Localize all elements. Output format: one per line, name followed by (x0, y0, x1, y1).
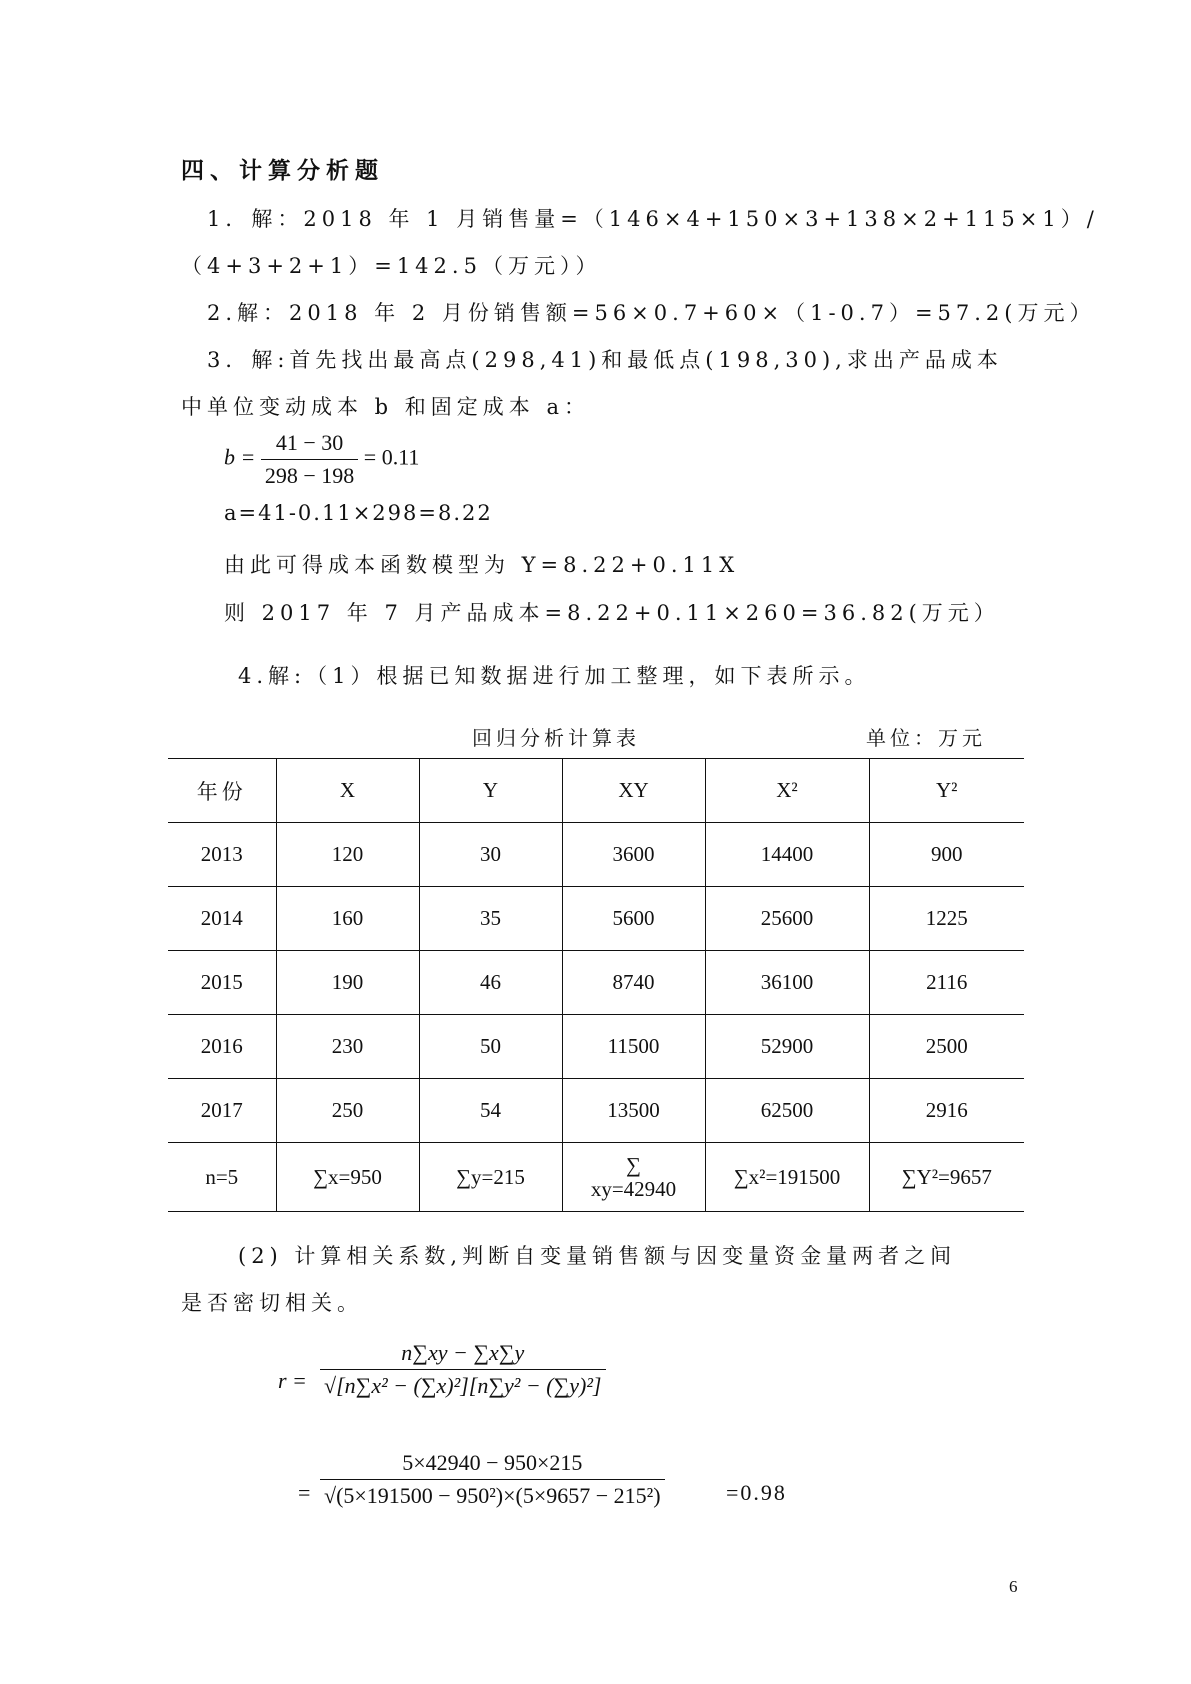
header-x2: X² (705, 759, 869, 823)
cell-x: 160 (276, 887, 419, 951)
cell-x: 120 (276, 823, 419, 887)
cell-year: 2013 (168, 823, 276, 887)
model-line: 由此可得成本函数模型为 Y=8.22+0.11X (224, 553, 740, 577)
cell-xy: 3600 (562, 823, 705, 887)
table-title: 回归分析计算表 (472, 726, 640, 750)
eq-lhs: = (298, 1480, 311, 1505)
section-heading: 四、计算分析题 (181, 157, 384, 184)
cell-x2: 36100 (705, 951, 869, 1015)
cell-y: 50 (419, 1015, 562, 1079)
b-denominator: 298 − 198 (261, 459, 358, 489)
r-lhs: r = (278, 1368, 307, 1393)
cell-y: 30 (419, 823, 562, 887)
cell-year: 2016 (168, 1015, 276, 1079)
cost-line: 则 2017 年 7 月产品成本=8.22+0.11×260=36.82(万元） (224, 601, 1000, 625)
b-rhs: = 0.11 (363, 444, 420, 470)
b-numerator: 41 − 30 (275, 430, 344, 455)
table-row (168, 823, 1024, 887)
sum-n: n=5 (168, 1143, 276, 1212)
cell-y: 35 (419, 887, 562, 951)
sum-xy-sigma: ∑ (626, 1153, 641, 1177)
cell-y2: 2916 (869, 1079, 1024, 1143)
r-denominator: √[n∑x² − (∑x)²][n∑y² − (∑y)²] (320, 1369, 606, 1399)
part2-line2: 是否密切相关。 (181, 1291, 363, 1315)
cell-xy: 11500 (562, 1015, 705, 1079)
q1-line2: （4+3+2+1）=142.5（万元）） (181, 254, 602, 278)
sum-x2: ∑x²=191500 (705, 1143, 869, 1212)
cell-year: 2015 (168, 951, 276, 1015)
q2-line: 2.解：2018 年 2 月份销售额=56×0.7+60×（1-0.7）=57.2(万元） (207, 301, 1096, 325)
sum-xy (562, 1143, 705, 1212)
sum-x: ∑x=950 (276, 1143, 419, 1212)
cell-x: 250 (276, 1079, 419, 1143)
eq-denominator: √(5×191500 − 950²)×(5×9657 − 215²) (320, 1479, 665, 1509)
cell-x2: 62500 (705, 1079, 869, 1143)
table-header-row (168, 759, 1024, 823)
table-row (168, 1079, 1024, 1143)
table-sum-row (168, 1143, 1024, 1212)
q3-line2: 中单位变动成本 b 和固定成本 a： (181, 395, 590, 419)
b-formula (224, 430, 419, 489)
header-x: X (276, 759, 419, 823)
a-line: a=41-0.11×298=8.22 (224, 501, 493, 525)
cell-x2: 25600 (705, 887, 869, 951)
cell-x2: 52900 (705, 1015, 869, 1079)
cell-x: 230 (276, 1015, 419, 1079)
eq-fraction (320, 1450, 665, 1509)
header-xy: XY (562, 759, 705, 823)
b-fraction (261, 430, 358, 489)
cell-year: 2014 (168, 887, 276, 951)
table-row (168, 887, 1024, 951)
header-y: Y (419, 759, 562, 823)
q4-intro: 4.解:（1）根据已知数据进行加工整理，如下表所示。 (238, 664, 871, 688)
b-lhs: b = (224, 444, 256, 470)
cell-y2: 1225 (869, 887, 1024, 951)
q1-line1: 1．解：2018 年 1 月销售量=（146×4+150×3+138×2+115×1）/ (207, 207, 1099, 231)
r-numerator: n∑xy − ∑x∑y (401, 1340, 525, 1365)
cell-x2: 14400 (705, 823, 869, 887)
sum-y2: ∑Y²=9657 (869, 1143, 1024, 1212)
cell-y2: 2500 (869, 1015, 1024, 1079)
sum-y: ∑y=215 (419, 1143, 562, 1212)
eq-numerator: 5×42940 − 950×215 (402, 1450, 583, 1475)
page-number: 6 (1009, 1577, 1018, 1596)
header-year: 年份 (168, 759, 276, 823)
table-row (168, 951, 1024, 1015)
header-y2: Y² (869, 759, 1024, 823)
part2-line1: (2) 计算相关系数,判断自变量销售额与因变量资金量两者之间 (238, 1244, 957, 1268)
q3-line1: 3．解:首先找出最高点(298,41)和最低点(198,30),求出产品成本 (207, 348, 1003, 372)
cell-y: 46 (419, 951, 562, 1015)
cell-y2: 2116 (869, 951, 1024, 1015)
regression-table (168, 758, 1024, 1212)
cell-xy: 13500 (562, 1079, 705, 1143)
cell-x: 190 (276, 951, 419, 1015)
table-unit: 单位：万元 (866, 726, 986, 750)
cell-y2: 900 (869, 823, 1024, 887)
cell-xy: 5600 (562, 887, 705, 951)
cell-xy: 8740 (562, 951, 705, 1015)
eq-rhs: =0.98 (726, 1480, 787, 1505)
sum-xy-value: xy=42940 (590, 1177, 677, 1201)
cell-year: 2017 (168, 1079, 276, 1143)
cell-y: 54 (419, 1079, 562, 1143)
table-row (168, 1015, 1024, 1079)
r-fraction (320, 1340, 606, 1399)
